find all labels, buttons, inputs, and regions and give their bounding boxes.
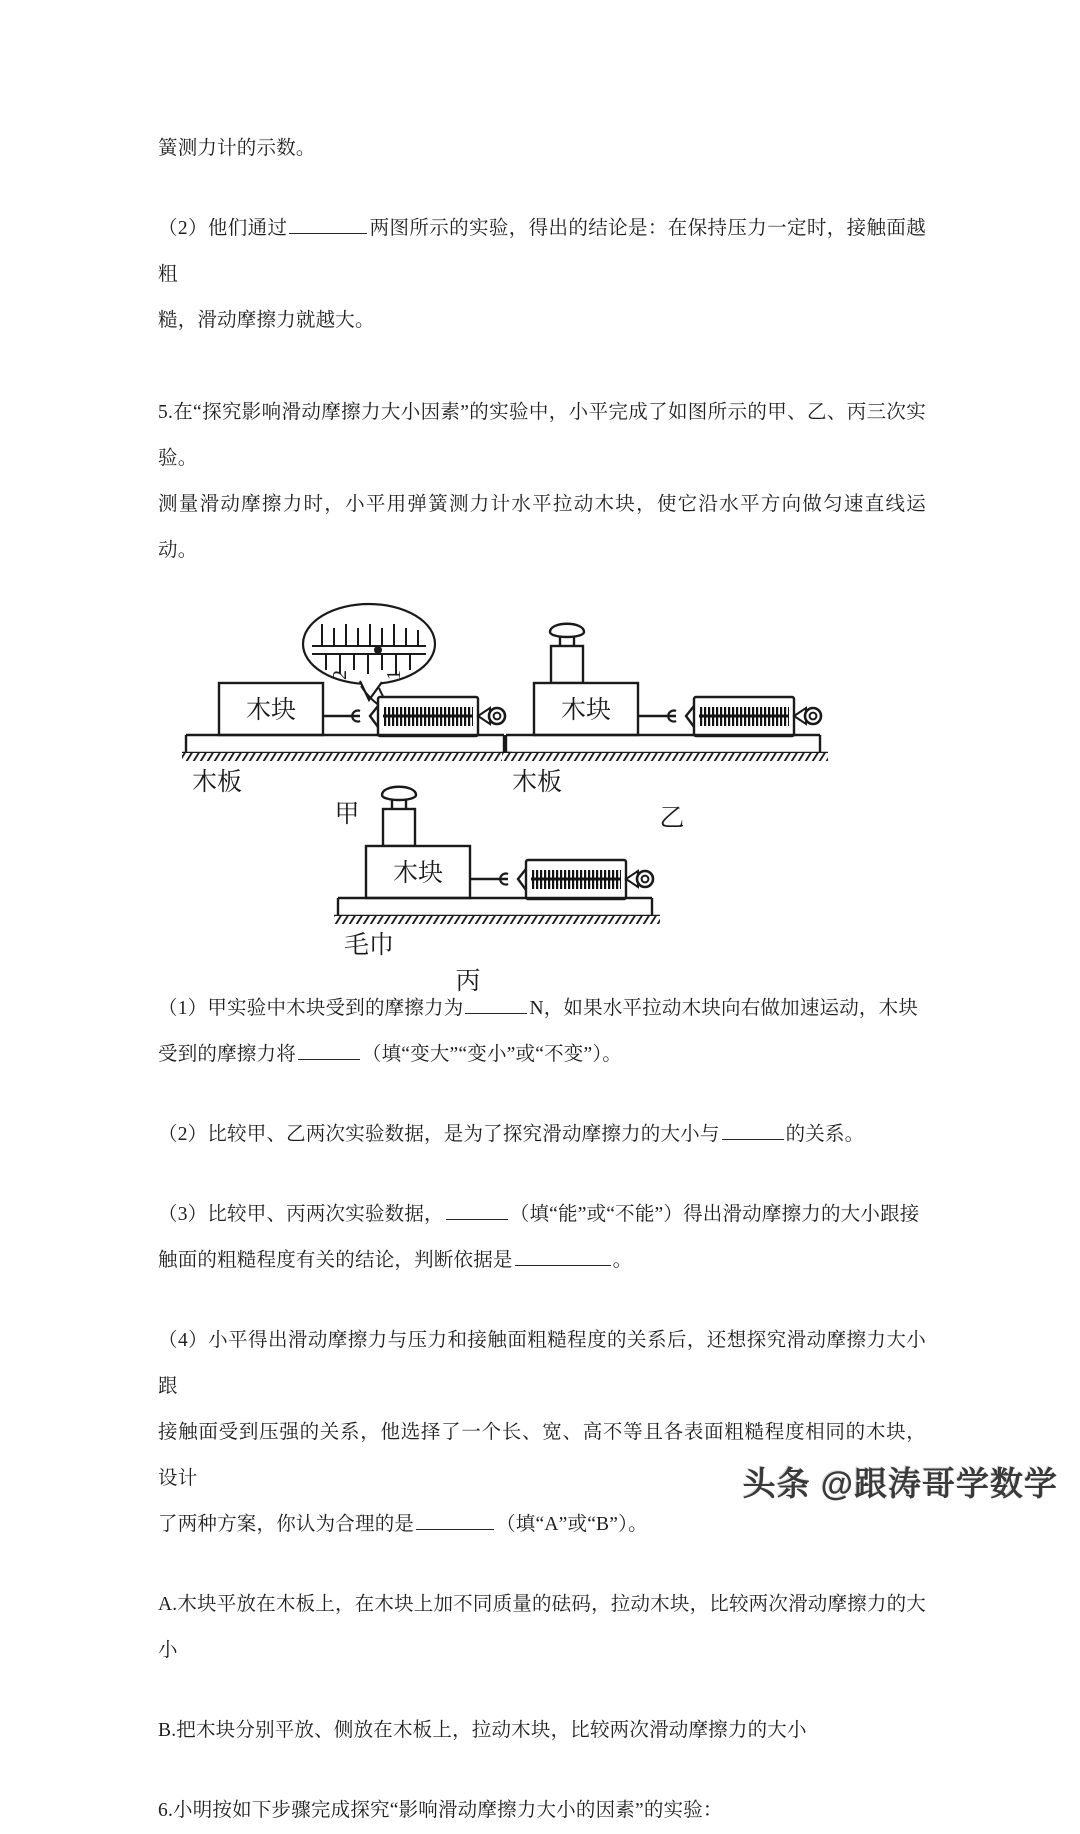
spacer bbox=[158, 966, 926, 986]
q5-2-text-a: （2）比较甲、乙两次实验数据，是为了探究滑动摩擦力的大小与 bbox=[158, 1124, 720, 1145]
fill-blank[interactable] bbox=[515, 1248, 611, 1266]
question-4-part-2 bbox=[158, 206, 926, 298]
setup-yi bbox=[502, 624, 828, 832]
question-5-part-1 bbox=[158, 986, 926, 1032]
fill-blank[interactable] bbox=[289, 216, 367, 234]
q5-3-text-a: （3）比较甲、丙两次实验数据， bbox=[158, 1204, 444, 1225]
fill-blank[interactable] bbox=[446, 1202, 508, 1220]
q4-2-text-b: 两图所示的实验，得出的结论是：在保持压力一定时，接触面越粗 bbox=[158, 218, 926, 285]
ground-hatching bbox=[502, 753, 828, 761]
question-5-stem-line-1: 5.在“探究影响滑动摩擦力大小因素”的实验中，小平完成了如图所示的甲、乙、丙三次实验。 bbox=[158, 402, 926, 469]
fill-blank[interactable] bbox=[298, 1042, 360, 1060]
board-surface bbox=[186, 735, 504, 753]
q5-4-text-c: 了两种方案，你认为合理的是 bbox=[158, 1514, 415, 1535]
question-5-part-4: （4）小平得出滑动摩擦力与压力和接触面粗糙程度的关系后，还想探究滑动摩擦力大小跟 bbox=[158, 1330, 926, 1397]
spacer bbox=[158, 172, 926, 206]
watermark: 头条 @跟涛哥学数学 bbox=[742, 1465, 1058, 1502]
question-5-part-4-cont-1: 接触面受到压强的关系，他选择了一个长、宽、高不等且各表面粗糙程度相同的木块，设计 bbox=[158, 1422, 926, 1489]
spring-dynamometer bbox=[370, 697, 505, 736]
spacer bbox=[158, 1284, 926, 1318]
option-b: B.把木块分别平放、侧放在木板上，拉动木块，比较两次滑动摩擦力的大小 bbox=[158, 1720, 807, 1741]
experiment-figure bbox=[158, 594, 926, 995]
board-surface bbox=[338, 898, 652, 916]
spring-dynamometer bbox=[686, 697, 821, 736]
wood-block-label: 木块 bbox=[560, 697, 612, 724]
fill-blank[interactable] bbox=[416, 1512, 494, 1530]
spacer bbox=[158, 1674, 926, 1708]
surface-label-board: 木板 bbox=[512, 769, 563, 796]
ground-hatching bbox=[182, 753, 512, 761]
gauge-pointer bbox=[374, 646, 382, 654]
wood-block-label: 木块 bbox=[392, 860, 444, 887]
weight-mass bbox=[382, 787, 416, 846]
spacer bbox=[158, 1078, 926, 1112]
document-body bbox=[158, 126, 926, 1834]
gauge-label-1: 1 bbox=[383, 670, 405, 680]
surface-label-board: 木板 bbox=[192, 769, 243, 796]
spacer bbox=[158, 1548, 926, 1582]
question-5-part-3 bbox=[158, 1192, 926, 1238]
fill-blank[interactable] bbox=[722, 1122, 784, 1140]
question-5-part-3-cont bbox=[158, 1238, 926, 1284]
spacer bbox=[158, 574, 926, 594]
setup-bing bbox=[334, 787, 660, 995]
wood-block-label: 木块 bbox=[245, 697, 297, 724]
spring-dynamometer bbox=[518, 860, 653, 899]
q5-1-text-c: 受到的摩擦力将 bbox=[158, 1044, 296, 1065]
q5-3-text-d: 。 bbox=[612, 1250, 633, 1271]
figure-caption-bing: 丙 bbox=[455, 968, 481, 995]
weight-mass bbox=[550, 624, 584, 683]
q5-1-text-a: （1）甲实验中木块受到的摩擦力为 bbox=[158, 998, 464, 1019]
ground-hatching bbox=[334, 916, 660, 924]
q5-3-text-b: （填“能”或“不能”）得出滑动摩擦力的大小跟接 bbox=[509, 1204, 920, 1225]
spacer bbox=[158, 1158, 926, 1192]
q5-3-text-c: 触面的粗糙程度有关的结论，判断依据是 bbox=[158, 1250, 513, 1271]
board-surface bbox=[506, 735, 820, 753]
q5-1-text-d: （填“变大”“变小”或“不变”）。 bbox=[361, 1044, 622, 1065]
setup-jia bbox=[182, 604, 512, 828]
q5-1-text-b: N，如果水平拉动木块向右做加速运动，木块 bbox=[529, 998, 919, 1019]
question-4-part-2-cont: 糙，滑动摩擦力就越大。 bbox=[158, 310, 375, 331]
question-5-stem-line-2: 测量滑动摩擦力时，小平用弹簧测力计水平拉动木块，使它沿水平方向做匀速直线运动。 bbox=[158, 494, 926, 561]
gauge-label-2: 2 bbox=[329, 670, 351, 680]
question-6-stem: 6.小明按如下步骤完成探究“影响滑动摩擦力大小的因素”的实验： bbox=[158, 1800, 723, 1821]
question-5-part-2 bbox=[158, 1112, 926, 1158]
q4-2-text-a: （2）他们通过 bbox=[158, 218, 288, 239]
question-5-part-1-cont bbox=[158, 1032, 926, 1078]
paragraph-continued-previous: 簧测力计的示数。 bbox=[158, 138, 316, 159]
question-5-part-4-cont-2 bbox=[158, 1502, 926, 1548]
spacer bbox=[158, 1754, 926, 1788]
surface-label-towel: 毛巾 bbox=[344, 932, 395, 959]
option-a: A.木块平放在木板上，在木块上加不同质量的砝码，拉动木块，比较两次滑动摩擦力的大小 bbox=[158, 1594, 926, 1661]
figure-caption-yi: 乙 bbox=[659, 805, 685, 832]
spacer bbox=[158, 344, 926, 390]
q5-4-text-d: （填“A”或“B”）。 bbox=[496, 1514, 648, 1535]
figure-caption-jia: 甲 bbox=[334, 801, 360, 828]
q5-2-text-b: 的关系。 bbox=[785, 1124, 865, 1145]
fill-blank[interactable] bbox=[465, 996, 527, 1014]
